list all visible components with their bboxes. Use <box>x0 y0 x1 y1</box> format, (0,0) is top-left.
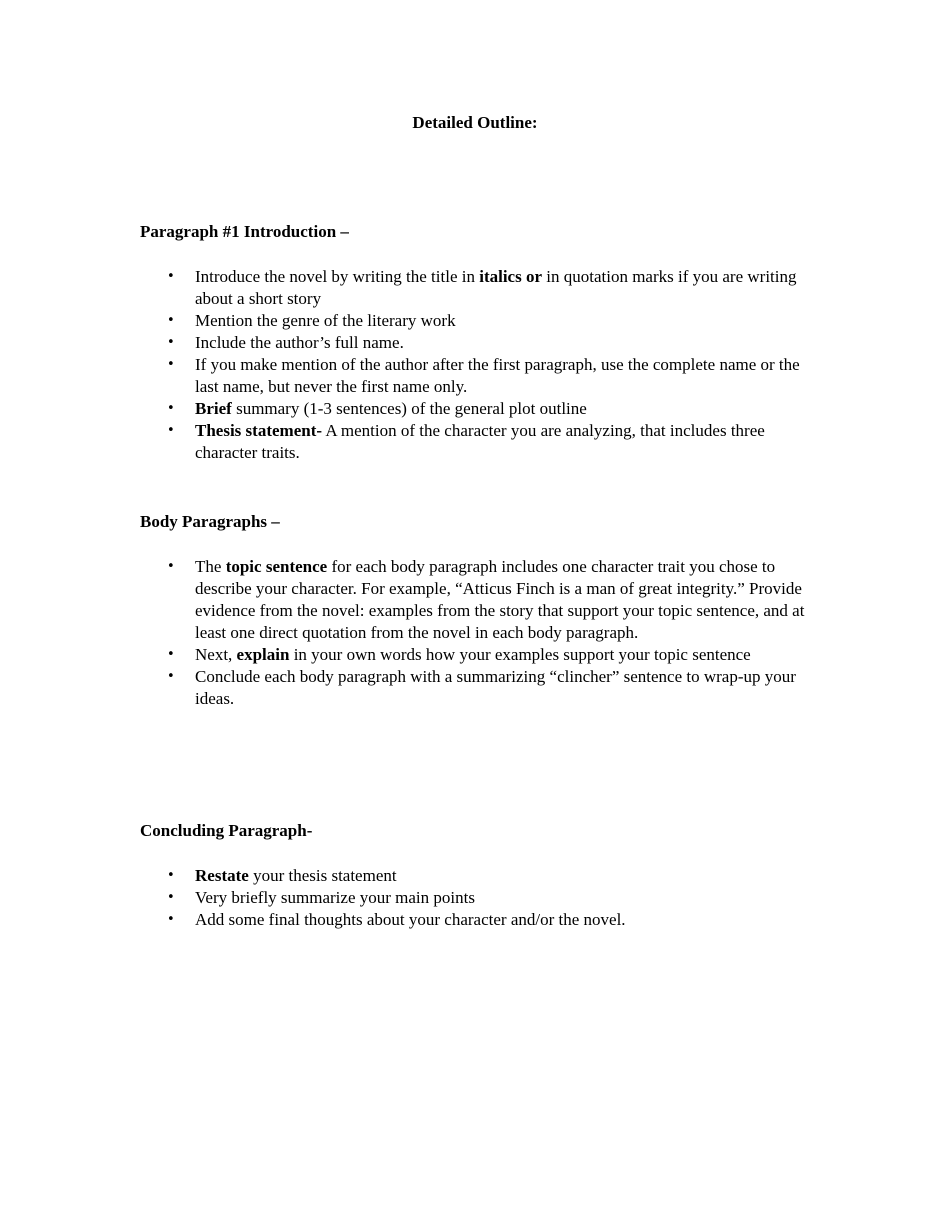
list-item-emphasis: Brief <box>195 399 232 418</box>
list-item-text: If you make mention of the author after the first paragraph, use the complete name or the last name, but never the first name only. <box>195 355 800 396</box>
list-item <box>167 354 815 398</box>
bullet-icon: • <box>167 890 175 905</box>
list-item-text: Very briefly summarize your main points <box>195 888 475 907</box>
list-item-text: for each body paragraph includes one character trait you chose to describe your character. For example, “Atticus Finch is a man of great integrity.” Provide evidence from the novel: examples from the story that support your topic sentence, and at least one direct quotation from the novel in each body paragraph. <box>195 557 805 642</box>
section-heading-introduction <box>140 221 349 243</box>
bullet-icon: • <box>167 313 175 328</box>
list-item-text: your thesis statement <box>248 866 397 885</box>
list-item-text: summary (1-3 sentences) of the general plot outline <box>231 399 587 418</box>
bullet-icon: • <box>167 647 175 662</box>
list-item-emphasis: topic sentence <box>225 557 328 576</box>
section-heading-suffix: – <box>267 512 280 531</box>
bullet-icon: • <box>167 423 175 438</box>
section-heading-concluding-paragraph <box>140 820 312 842</box>
list-item-text: Mention the genre of the literary work <box>195 311 456 330</box>
list-item <box>167 666 815 710</box>
list-item-emphasis: explain <box>236 645 290 664</box>
list-item-text: Add some final thoughts about your character and/or the novel. <box>195 910 626 929</box>
list-item <box>167 887 815 909</box>
bullet-icon: • <box>167 335 175 350</box>
page-title: Detailed Outline: <box>412 113 538 132</box>
bullet-icon: • <box>167 401 175 416</box>
section-heading-text: Body Paragraphs <box>140 512 268 531</box>
list-item-text: Introduce the novel by writing the title in <box>195 267 480 286</box>
list-item <box>167 865 815 887</box>
list-item <box>167 332 815 354</box>
list-item <box>167 644 815 666</box>
list-item-text: in your own words how your examples support your topic sentence <box>289 645 751 664</box>
list-item-text: in quotation marks if you are writing about a short story <box>195 267 797 308</box>
bullet-icon: • <box>167 912 175 927</box>
list-item <box>167 556 815 644</box>
list-item-text: A mention of the character you are analyzing, that includes three character traits. <box>195 421 765 462</box>
bullet-icon: • <box>167 357 175 372</box>
introduction-bullet-list <box>167 266 815 464</box>
section-heading-text: Concluding Paragraph- <box>140 821 313 840</box>
concluding-bullet-list <box>167 865 815 931</box>
list-item-emphasis: Restate <box>195 866 249 885</box>
list-item <box>167 266 815 310</box>
list-item-text: Include the author’s full name. <box>195 333 404 352</box>
list-item-text: The <box>195 557 226 576</box>
body-paragraphs-bullet-list <box>167 556 815 710</box>
list-item <box>167 909 815 931</box>
list-item <box>167 398 815 420</box>
bullet-icon: • <box>167 559 175 574</box>
list-item-emphasis: italics or <box>479 267 543 286</box>
bullet-icon: • <box>167 269 175 284</box>
bullet-icon: • <box>167 868 175 883</box>
list-item <box>167 310 815 332</box>
section-heading-body-paragraphs <box>140 511 280 533</box>
section-heading-text: Paragraph #1 Introduction – <box>140 222 349 241</box>
list-item-text: Conclude each body paragraph with a summarizing “clincher” sentence to wrap-up your ideas. <box>195 667 796 708</box>
bullet-icon: • <box>167 669 175 684</box>
list-item-emphasis: Thesis statement- <box>195 421 323 440</box>
list-item <box>167 420 815 464</box>
list-item-text: Next, <box>195 645 237 664</box>
